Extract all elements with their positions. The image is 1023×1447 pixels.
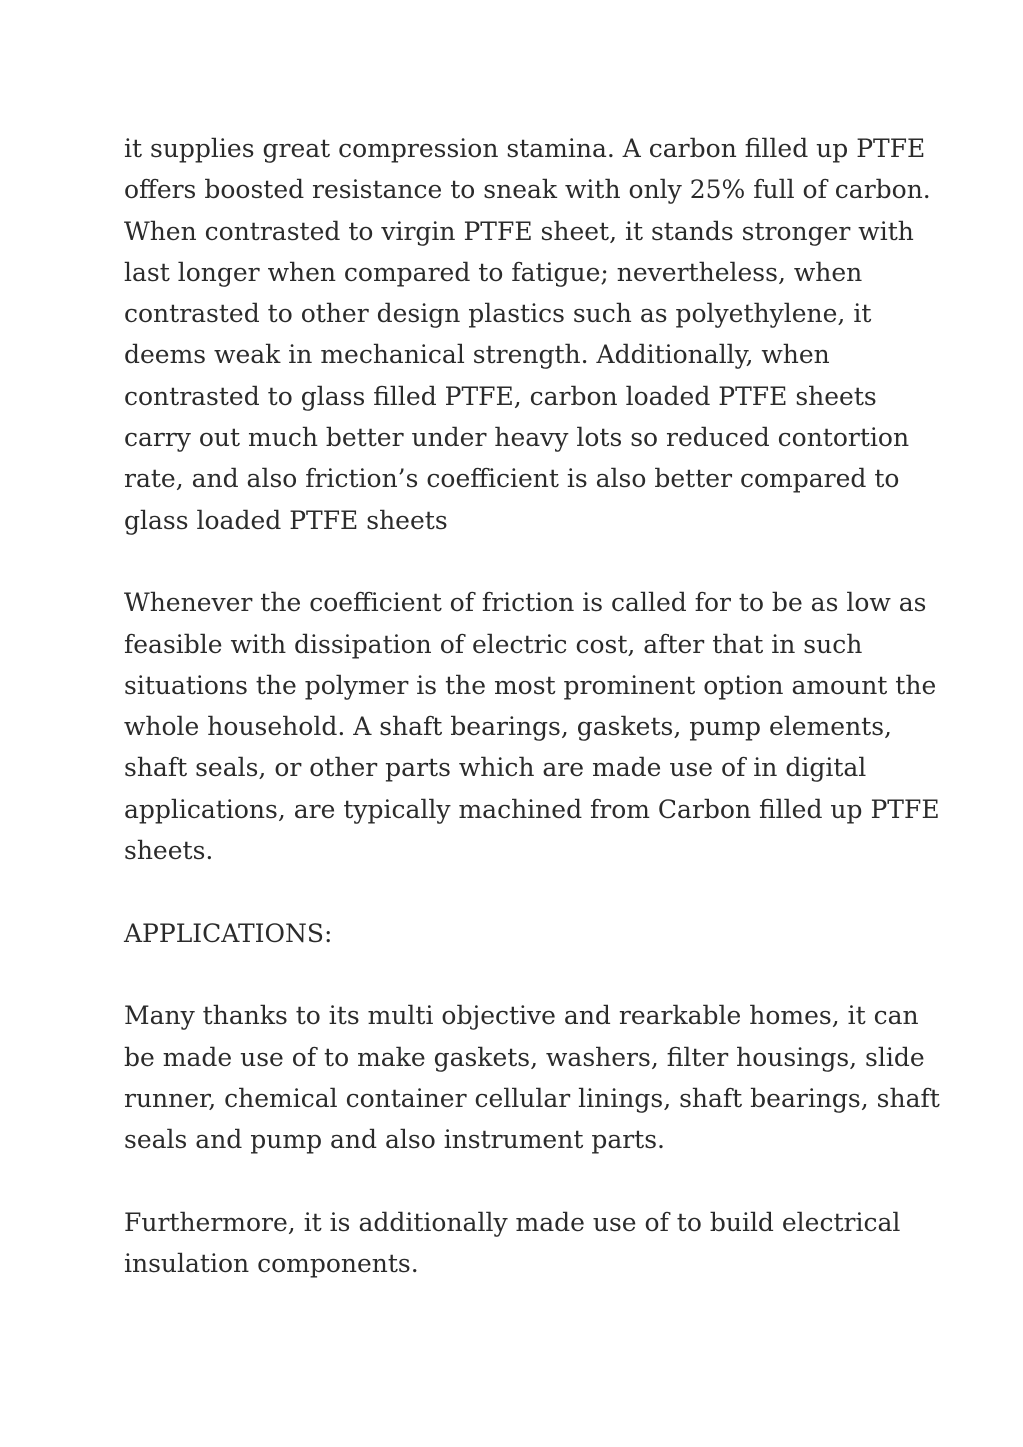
text-line: contrasted to other design plastics such as polyethylene, it: [124, 299, 872, 329]
paragraph-applications-list: [124, 995, 940, 1160]
section-heading-applications: [124, 913, 914, 954]
text-line: When contrasted to virgin PTFE sheet, it stands stronger with: [124, 216, 914, 246]
paragraph-electrical-insulation: [124, 1202, 914, 1285]
text-line: situations the polymer is the most prominent option amount the: [124, 670, 937, 700]
text-line: be made use of to make gaskets, washers, filter housings, slide: [124, 1042, 925, 1072]
text-line: sheets.: [124, 836, 214, 866]
text-line: deems weak in mechanical strength. Additionally, when: [124, 340, 830, 370]
text-line: whole household. A shaft bearings, gaskets, pump elements,: [124, 712, 892, 742]
text-line: Whenever the coefficient of friction is called for to be as low as: [124, 588, 927, 618]
text-line: last longer when compared to fatigue; nevertheless, when: [124, 257, 863, 287]
text-line: seals and pump and also instrument parts.: [124, 1125, 666, 1155]
heading-text: APPLICATIONS:: [124, 918, 333, 948]
text-line: it supplies great compression stamina. A carbon filled up PTFE: [124, 134, 926, 163]
document-page: [124, 128, 940, 1326]
text-line: carry out much better under heavy lots so reduced contortion: [124, 423, 910, 453]
text-line: feasible with dissipation of electric cost, after that in such: [124, 629, 863, 659]
text-line: runner, chemical container cellular linings, shaft bearings, shaft: [124, 1083, 940, 1113]
paragraph-friction-usage: [124, 582, 940, 871]
text-line: Many thanks to its multi objective and rearkable homes, it can: [124, 1001, 919, 1031]
text-line: offers boosted resistance to sneak with only 25% full of carbon.: [124, 175, 931, 205]
paragraph-carbon-ptfe-properties: [124, 128, 931, 541]
text-line: shaft seals, or other parts which are made use of in digital: [124, 753, 867, 783]
text-line: rate, and also friction’s coefficient is also better compared to: [124, 464, 900, 494]
text-line: Furthermore, it is additionally made use of to build electrical: [124, 1207, 901, 1237]
text-line: applications, are typically machined from Carbon filled up PTFE: [124, 794, 940, 824]
text-line: contrasted to glass filled PTFE, carbon loaded PTFE sheets: [124, 381, 877, 411]
text-line: glass loaded PTFE sheets: [124, 505, 448, 535]
text-line: insulation components.: [124, 1249, 419, 1279]
